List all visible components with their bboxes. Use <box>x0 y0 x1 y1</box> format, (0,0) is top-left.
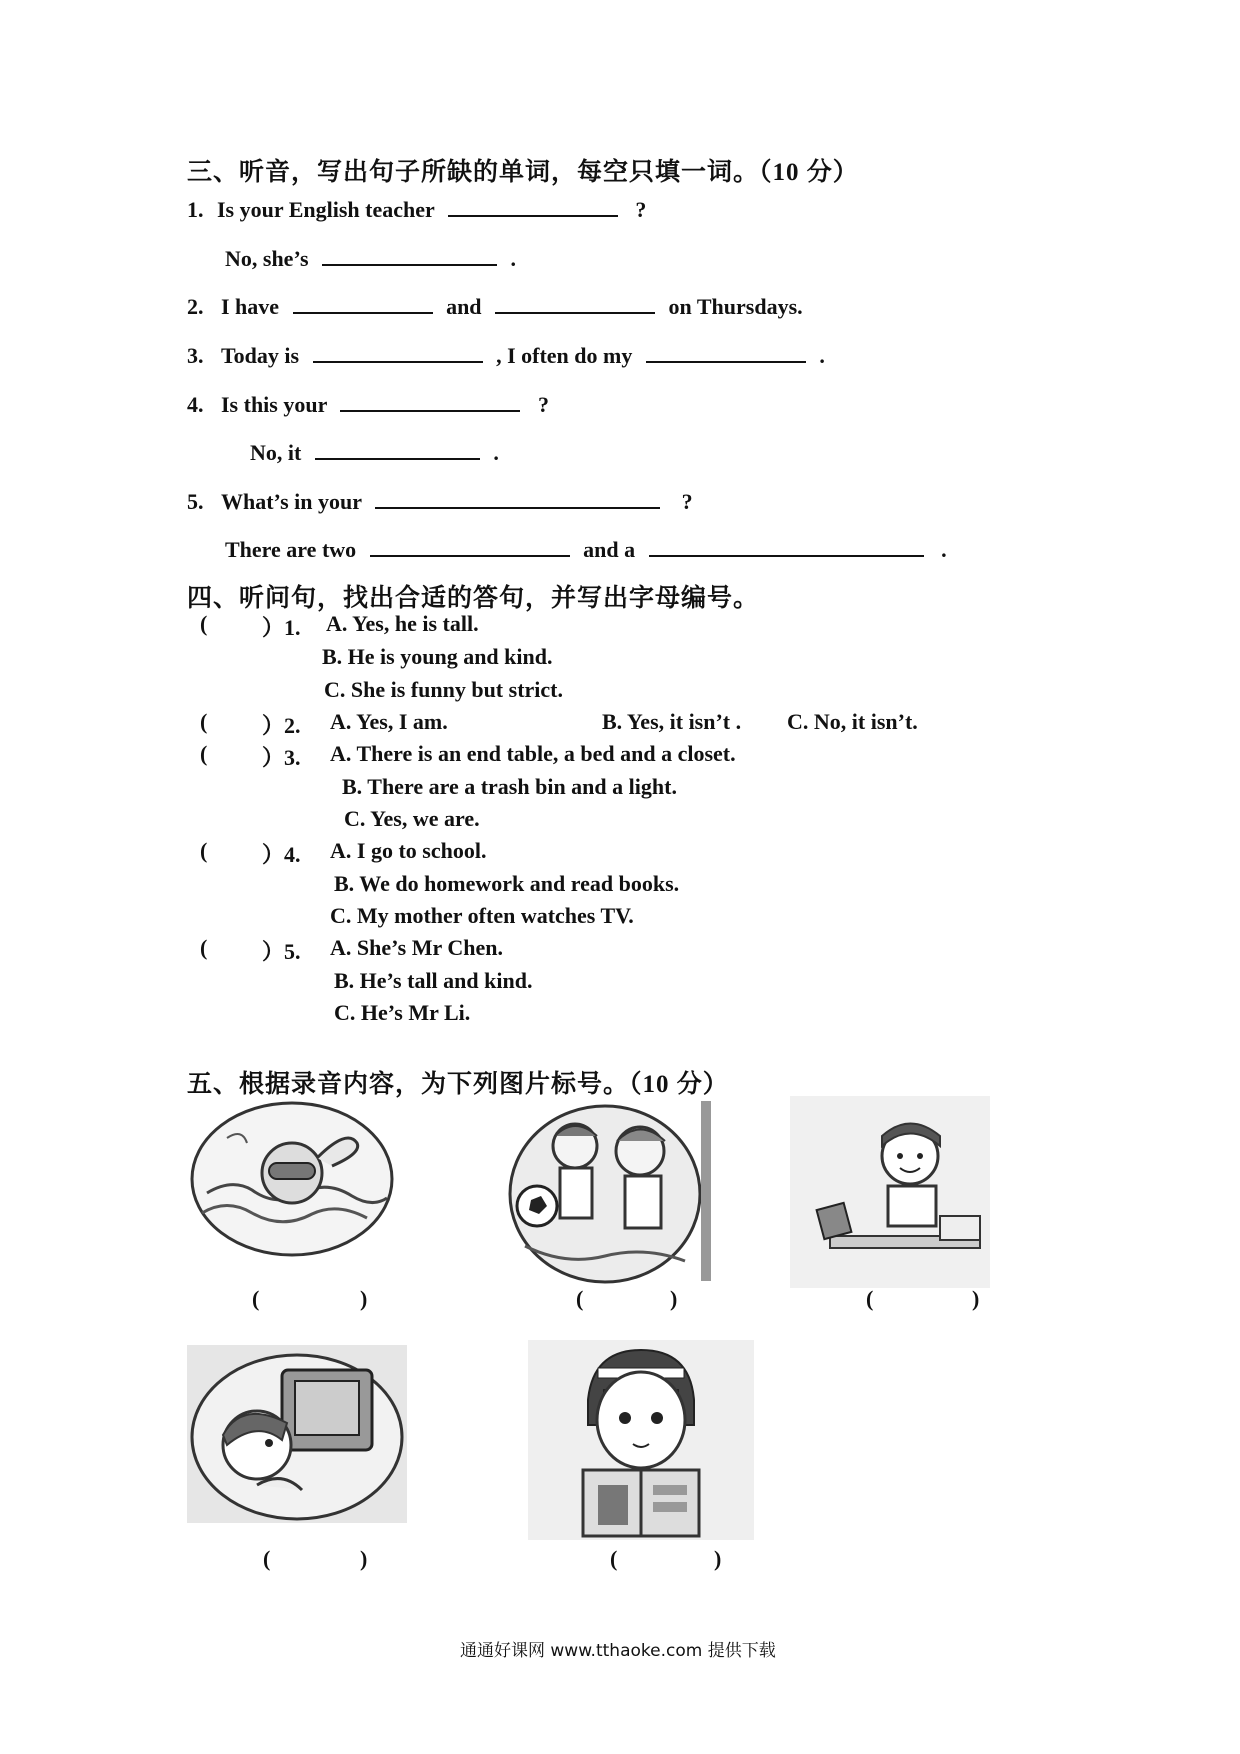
pic3-paren-open: ( <box>866 1286 874 1311</box>
s4-q1-option-a: A. Yes, he is tall. <box>326 611 479 636</box>
s3-q2-mid: and <box>446 294 482 319</box>
s4-q2-number: ）2. <box>262 713 301 738</box>
s3-q3-blank1[interactable] <box>313 341 483 363</box>
s3-q5-end: ? <box>681 489 693 514</box>
football-picture <box>505 1096 715 1286</box>
s4-q4-option-c: C. My mother often watches TV. <box>330 903 634 928</box>
pic1-paren-close: ) <box>360 1286 368 1311</box>
s3-q2-blank1[interactable] <box>293 292 433 314</box>
s3-q4-text: Is this your <box>221 392 327 417</box>
drawing-picture <box>790 1096 990 1288</box>
s3-q3-end: . <box>819 343 825 368</box>
s3-q5-blank1[interactable] <box>375 487 660 509</box>
s3-q5-line2 <box>225 535 947 563</box>
s3-q1-blank1[interactable] <box>448 195 618 217</box>
s3-q4-number: 4. <box>187 392 204 417</box>
s3-q2-blank2[interactable] <box>495 292 655 314</box>
s4-q3-paren[interactable]: ( <box>200 741 208 766</box>
s3-q2-end: on Thursdays. <box>668 294 803 319</box>
s3-q2-number: 2. <box>187 294 204 319</box>
pic3-answer-box[interactable] <box>880 1282 968 1310</box>
s4-q5-option-b: B. He’s tall and kind. <box>334 968 533 993</box>
s3-q4b-text: No, it <box>250 440 302 465</box>
s4-q5-option-c: C. He’s Mr Li. <box>334 1000 471 1025</box>
s3-q5-blank3[interactable] <box>649 535 924 557</box>
s4-q3-option-a: A. There is an end table, a bed and a closet. <box>330 741 736 766</box>
pic5-paren-close: ) <box>714 1546 722 1571</box>
s3-q4-line2 <box>250 438 499 466</box>
pic4-paren-open: ( <box>263 1546 271 1571</box>
s3-q1-end: ? <box>635 197 647 222</box>
s3-q4-line1 <box>187 390 549 418</box>
s3-q5b-text: There are two <box>225 537 357 562</box>
s4-q2-option-a: A. Yes, I am. <box>330 709 448 734</box>
s4-q5-option-a: A. She’s Mr Chen. <box>330 935 503 960</box>
s3-q3-text: Today is <box>221 343 300 368</box>
s3-q5-number: 5. <box>187 489 204 514</box>
s4-q5-number: ）5. <box>262 939 301 964</box>
s3-q3-blank2[interactable] <box>646 341 806 363</box>
s3-q5-text: What’s in your <box>221 489 362 514</box>
s3-q3-line <box>187 341 825 369</box>
section5-title: 五、根据录音内容，为下列图片标号。（10 分） <box>187 1071 729 1098</box>
s4-q4-option-a: A. I go to school. <box>330 838 487 863</box>
s4-q3-option-b: B. There are a trash bin and a light. <box>342 774 677 799</box>
s4-q3-option-c: C. Yes, we are. <box>344 806 480 831</box>
s4-q5-paren[interactable]: ( <box>200 935 208 960</box>
section4-title: 四、听问句，找出合适的答句，并写出字母编号。 <box>187 585 760 612</box>
s3-q1-blank2[interactable] <box>322 244 497 266</box>
section3-title: 三、听音，写出句子所缺的单词，每空只填一词。（10 分） <box>187 159 859 186</box>
pic3-paren-close: ) <box>972 1286 980 1311</box>
s4-q2-option-c: C. No, it isn’t. <box>787 709 918 734</box>
s3-q1-number: 1. <box>187 197 204 222</box>
s4-q1-number: ）1. <box>262 615 301 640</box>
s3-q5-blank2[interactable] <box>370 535 570 557</box>
s3-q1-text: Is your English teacher <box>217 197 435 222</box>
pic5-answer-box[interactable] <box>624 1542 710 1570</box>
s4-q1-option-b: B. He is young and kind. <box>322 644 553 669</box>
s3-q5b-end: . <box>941 537 947 562</box>
footer-text: 通通好课网 www.tthaoke.com 提供下载 <box>460 1641 776 1661</box>
pic5-paren-open: ( <box>610 1546 618 1571</box>
pic4-answer-box[interactable] <box>276 1542 356 1570</box>
s3-q1b-text: No, she’s <box>225 246 309 271</box>
pic2-paren-open: ( <box>576 1286 584 1311</box>
pic2-paren-close: ) <box>670 1286 678 1311</box>
s3-q2-text: I have <box>221 294 280 319</box>
s3-q1-line2 <box>225 244 516 272</box>
s3-q3-mid: , I often do my <box>496 343 633 368</box>
s3-q1-line1 <box>187 195 646 223</box>
s3-q1b-end: . <box>510 246 517 271</box>
reading-picture <box>528 1340 754 1540</box>
s4-q2-paren[interactable]: ( <box>200 709 208 734</box>
s4-q4-option-b: B. We do homework and read books. <box>334 871 680 896</box>
swimming-picture <box>187 1098 397 1260</box>
s4-q4-paren[interactable]: ( <box>200 838 208 863</box>
s3-q4-end: ? <box>537 392 549 417</box>
s3-q4-blank2[interactable] <box>315 438 480 460</box>
s3-q5-line1 <box>187 487 693 515</box>
s3-q2-line <box>187 292 803 320</box>
s3-q4-blank1[interactable] <box>340 390 520 412</box>
s4-q1-paren[interactable]: ( <box>200 611 208 636</box>
s4-q4-number: ）4. <box>262 842 301 867</box>
s3-q5b-mid: and a <box>583 537 636 562</box>
pic4-paren-close: ) <box>360 1546 368 1571</box>
s4-q2-option-b: B. Yes, it isn’t . <box>602 709 742 734</box>
s3-q4b-end: . <box>493 440 499 465</box>
pic2-answer-box[interactable] <box>590 1282 668 1310</box>
watching-tv-picture <box>187 1345 407 1523</box>
pic1-paren-open: ( <box>252 1286 260 1311</box>
s3-q3-number: 3. <box>187 343 204 368</box>
s4-q1-option-c: C. She is funny but strict. <box>324 677 563 702</box>
pic1-answer-box[interactable] <box>265 1282 357 1310</box>
s4-q3-number: ）3. <box>262 745 301 770</box>
